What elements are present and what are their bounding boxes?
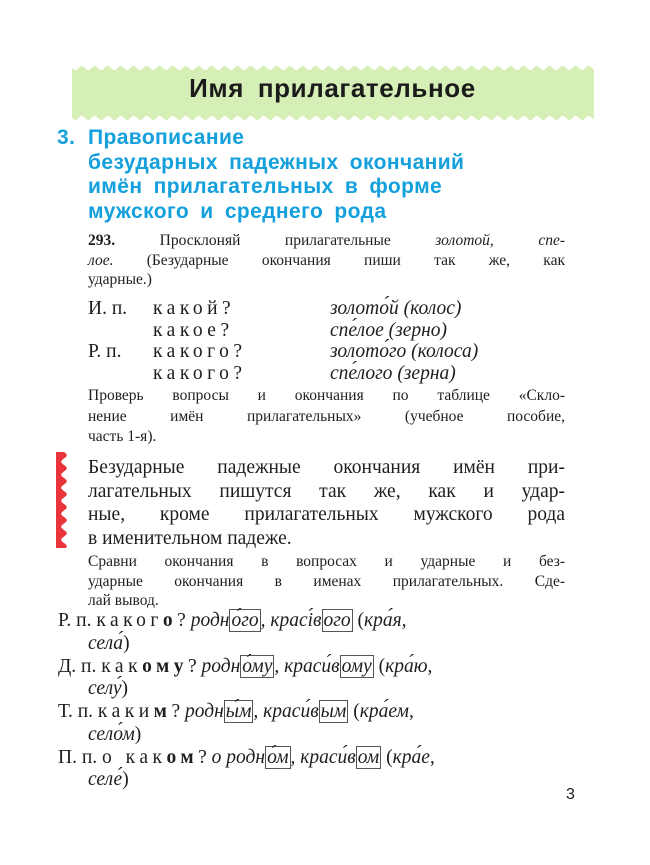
example-word: селе́ — [88, 769, 123, 790]
text: ) — [122, 769, 129, 790]
text: Т. п. — [58, 701, 98, 722]
question-ending: ом — [166, 746, 199, 768]
exercise-line: ударные.) — [88, 271, 152, 288]
check-paragraph — [88, 386, 565, 448]
example-word: , краси́в — [253, 701, 319, 722]
section-heading-line: мужского и среднего рода — [88, 199, 387, 223]
text: Р. п. — [58, 610, 97, 631]
case-item — [58, 701, 435, 746]
question-ending: ому — [142, 655, 188, 677]
question: какого? — [153, 341, 247, 362]
example-word: , краси́в — [290, 746, 356, 768]
ending-box: о́го — [231, 610, 259, 631]
adjective: золото́го — [330, 341, 407, 362]
check-line: нение имён прилагательных» (учебное пособие, — [88, 407, 565, 425]
case-continuation — [58, 678, 435, 701]
example-word: родн — [190, 610, 230, 631]
example-word: кра́я, — [364, 610, 407, 631]
exercise-number: 293. — [88, 232, 116, 249]
section-number: 3. — [57, 126, 76, 149]
compare-line: Сравни окончания в вопросах и ударные и без- — [88, 553, 565, 570]
noun: (зерно) — [388, 319, 448, 341]
adjective: спе́лое — [330, 319, 384, 341]
ending-box: ого — [323, 610, 351, 631]
noun: (зерна) — [397, 362, 456, 384]
example-word: родн — [184, 701, 224, 722]
noun: (колоса) — [411, 341, 479, 362]
text: ) — [134, 723, 142, 745]
text: ) — [121, 678, 128, 699]
rule-line: Безударные падежные окончания имён при- — [88, 457, 565, 478]
example-word: , краси́в — [274, 655, 340, 677]
question: как — [101, 655, 143, 677]
check-line: часть 1-я). — [88, 428, 157, 445]
text: ? — [198, 746, 212, 768]
case-label: Р. п. — [88, 341, 122, 362]
case-line — [58, 747, 435, 770]
example — [330, 341, 478, 363]
exercise-line — [88, 251, 565, 271]
example-word: о родн — [211, 746, 266, 768]
example-word: села́ — [88, 632, 124, 654]
section-heading-line: Правописание — [88, 126, 245, 149]
page-title: Имя прилагательное — [189, 73, 476, 103]
example — [330, 363, 456, 385]
compare-line: лай вывод. — [88, 592, 159, 609]
example-word: селу́ — [88, 678, 122, 699]
exercise-italic: лое. — [88, 251, 114, 269]
case-line — [58, 701, 435, 724]
example-word: родн — [201, 655, 241, 677]
text: Д. п. — [58, 655, 102, 677]
rule-marker-icon — [56, 452, 70, 548]
text: ) — [123, 632, 130, 654]
example-word: кра́ем, — [359, 701, 414, 722]
cases-list — [58, 610, 435, 792]
rule-line: лагательных пишутся так же, как и удар- — [88, 480, 565, 502]
exercise-293 — [88, 231, 565, 290]
question: какое? — [153, 319, 234, 341]
text: ( — [373, 655, 386, 677]
ending-box: ы́м — [225, 701, 252, 722]
question: каки — [97, 701, 154, 722]
ending-box: ым — [320, 701, 347, 722]
case-item — [58, 610, 435, 655]
question: о как — [102, 746, 167, 768]
example — [330, 320, 447, 342]
text: П. п. — [58, 746, 103, 768]
text: ( — [352, 610, 364, 631]
case-line — [58, 610, 435, 633]
example-word: кра́е, — [392, 746, 435, 768]
example-word: , красі́в — [260, 610, 322, 631]
question-ending: о — [162, 610, 178, 631]
case-continuation — [58, 633, 435, 656]
exercise-text: Просклоняй прилагательные — [159, 232, 391, 249]
question: каког — [96, 610, 163, 631]
text: ? — [177, 610, 191, 631]
adjective: золото́й — [330, 298, 399, 319]
example-word: кра́ю, — [385, 655, 433, 677]
exercise-text: (Безударные окончания пиши так же, как — [146, 251, 565, 269]
section-heading-line: имён прилагательных в форме — [88, 175, 443, 198]
ending-box: ому — [341, 655, 372, 677]
text: ( — [381, 746, 393, 768]
case-item — [58, 747, 435, 792]
ending-box: о́му — [242, 655, 273, 677]
check-line: Проверь вопросы и окончания по таблице «Скло- — [88, 387, 565, 404]
section-heading-line: безударных падежных окончаний — [88, 150, 465, 174]
question: какого? — [153, 362, 247, 384]
ending-box: ом — [357, 746, 380, 768]
case-continuation — [58, 769, 435, 792]
noun: (колос) — [403, 298, 462, 319]
exercise-line — [88, 231, 565, 251]
section-heading — [88, 126, 464, 224]
case-continuation — [58, 724, 435, 747]
rule-line: ные, кроме прилагательных мужского рода — [88, 504, 565, 525]
compare-paragraph — [88, 552, 565, 611]
question: какой? — [153, 298, 236, 319]
ending-box: о́м — [267, 746, 289, 768]
adjective: спе́лого — [330, 362, 393, 384]
compare-line: ударные окончания в именах прилагательных. Сде- — [88, 572, 565, 590]
question-ending: м — [153, 701, 172, 722]
rule-box — [88, 456, 565, 550]
exercise-italic: золотой, спе- — [435, 232, 565, 249]
page-number: 3 — [566, 786, 575, 803]
text: ( — [348, 701, 360, 722]
text: ? — [171, 701, 185, 722]
example — [330, 298, 461, 320]
example-word: село́м — [88, 723, 135, 745]
text: ? — [187, 655, 202, 677]
rule-line: в именительном падеже. — [88, 527, 292, 549]
case-item — [58, 656, 435, 701]
case-line — [58, 656, 435, 679]
case-label: И. п. — [88, 298, 128, 319]
